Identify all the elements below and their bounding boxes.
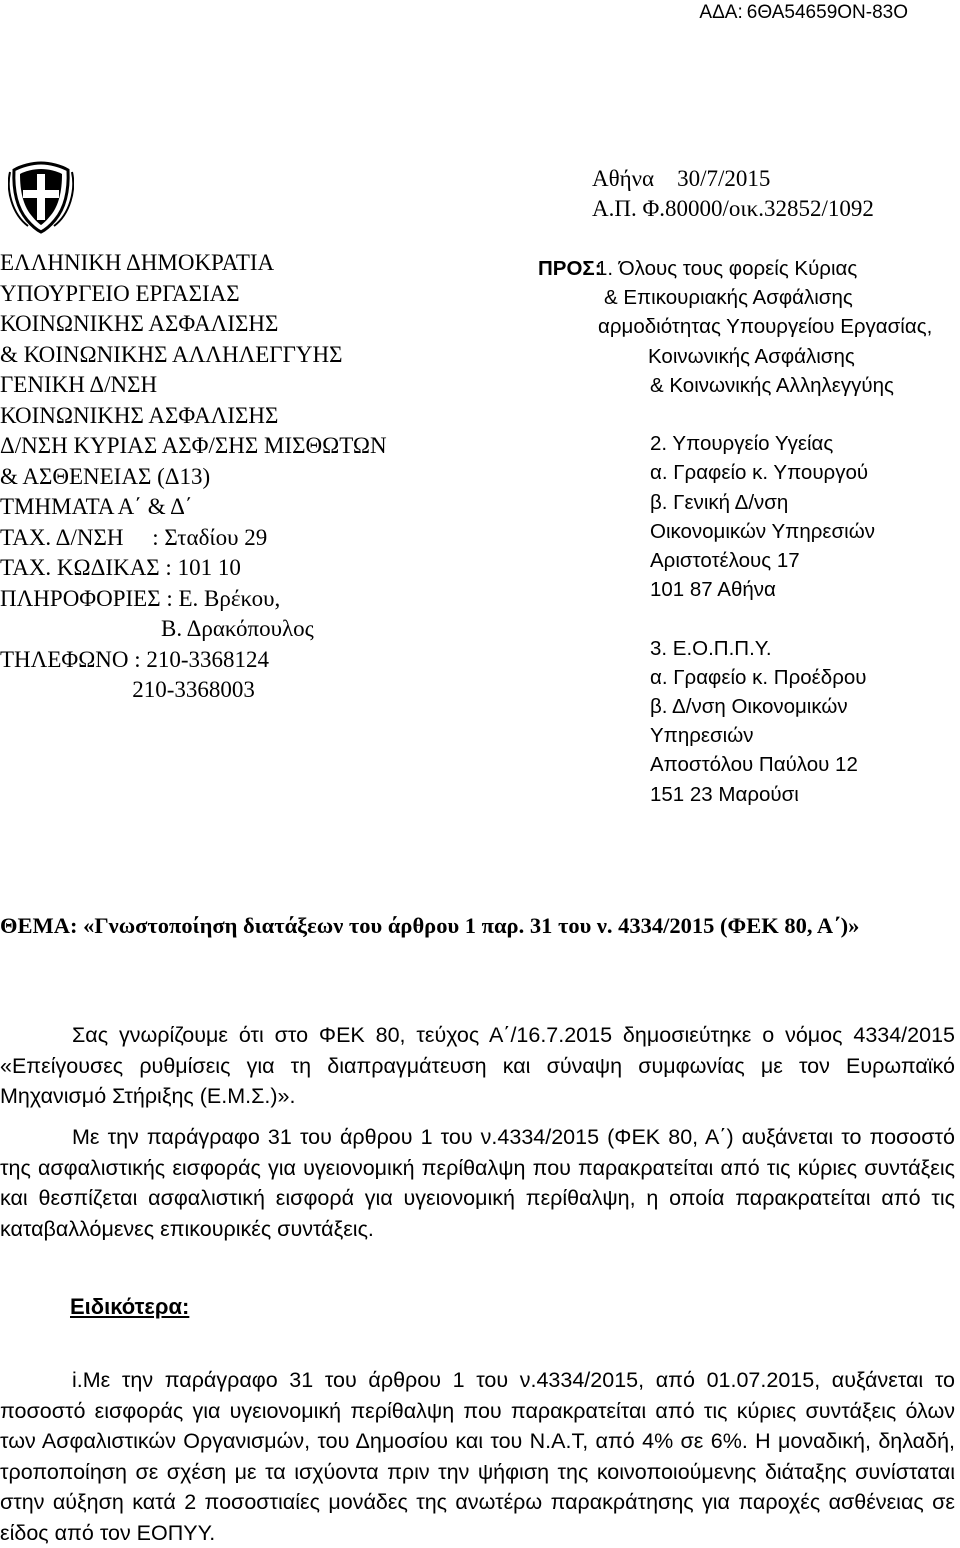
body-paragraph-1-text: Σας γνωρίζουμε ότι στο ΦΕΚ 80, τεύχος Α΄/16.7.2015 δημοσιεύτηκε ο νόμος 4334/2015 «Επείγουσες ρυθμίσεις για τη διαπραγμάτευση και σύναψη συμφωνίας με τον Ευρωπαϊκό Μηχανισμό Στήριξης (Ε.Μ.Σ.)».: [0, 1023, 955, 1108]
recipient-line: Αριστοτέλους 17: [650, 549, 800, 572]
section-heading: Ειδικότερα:: [70, 1294, 190, 1319]
recipient-line: β. Γενική Δ/νση: [650, 490, 789, 514]
sender-line: Δ/ΝΣΗ ΚΥΡΙΑΣ ΑΣΦ/ΣΗΣ ΜΙΣΘΩΤΩΝ: [0, 433, 387, 458]
sender-line: & ΚΟΙΝΩΝΙΚΗΣ ΑΛΛΗΛΕΓΓΥΗΣ: [0, 341, 343, 367]
ada-label: ΑΔΑ:: [699, 2, 743, 23]
recipient-line: α. Γραφείο κ. Προέδρου: [650, 665, 867, 689]
body-paragraph-3-text: i.Με την παράγραφο 31 του άρθρου 1 του ν.4334/2015, από 01.07.2015, αυξάνεται το ποσοστό εισφοράς για υγειονομική περίθαλψη που παρακρατείται από τις κύριες συντάξεις όλων των Ασφαλιστικών Οργανισμών, του Δημοσίου και του Ν.Α.Τ, από 4% σε 6%. Η μοναδική, δηλαδή, τροποποίηση σε σχέση με τα ισχύοντα πριν την ψήφιση της κοινοποιούμενης διάταξης συνίσταται στην αύξηση κατά 2 ποσοστιαίες μονάδες της ανωτέρω παρακράτησης για παροχές ασθένειας σε είδος από τον ΕΟΠΥΥ.: [0, 1368, 955, 1545]
sender-line: ΥΠΟΥΡΓΕΙΟ ΕΡΓΑΣΙΑΣ: [0, 280, 240, 306]
recipient-line: & Επικουριακής Ασφάλισης: [604, 286, 853, 310]
sender-line: ΤΗΛΕΦΩΝΟ : 210-3368124: [0, 646, 270, 672]
recipient-line: Κοινωνικής Ασφάλισης: [648, 344, 855, 368]
sender-line: ΤΑΧ. ΚΩΔΙΚΑΣ : 101 10: [0, 555, 241, 580]
recipient-line: 3. Ε.Ο.Π.Π.Υ.: [650, 636, 772, 660]
recipient-line: 151 23 Μαρούσι: [650, 782, 799, 806]
recipient-line: β. Δ/νση Οικονομικών: [650, 695, 848, 718]
recipient-line: αρμοδιότητας Υπουργείου Εργασίας,: [598, 315, 933, 339]
sender-line: Β. Δρακόπουλος: [0, 616, 314, 641]
document-meta: [592, 164, 874, 224]
recipient-line: α. Γραφείο κ. Υπουργού: [650, 461, 869, 485]
sender-line: ΕΛΛΗΝΙΚΗ ΔΗΜΟΚΡΑΤΙΑ: [0, 250, 275, 275]
sender-line: ΠΛΗΡΟΦΟΡΙΕΣ : Ε. Βρέκου,: [0, 585, 281, 611]
recipient-line: Υπηρεσιών: [650, 724, 754, 748]
sender-line: & ΑΣΘΕΝΕΙΑΣ (Δ13): [0, 463, 211, 489]
body-paragraph-1: [0, 1020, 955, 1112]
recipient-line: Οικονομικών Υπηρεσιών: [650, 519, 875, 543]
recipients-label: ΠΡΟΣ:: [538, 257, 602, 280]
body-paragraph-3: [0, 1365, 955, 1548]
sender-line: 210-3368003: [0, 677, 255, 702]
recipient-line: Αποστόλου Παύλου 12: [650, 753, 858, 777]
ada-code: 6ΘΑ54659ΟΝ-83Ο: [746, 2, 908, 23]
recipient-line: 1. Όλους τους φορείς Κύριας: [596, 257, 858, 280]
sender-line: ΓΕΝΙΚΗ Δ/ΝΣΗ: [0, 372, 158, 397]
recipient-line: & Κοινωνικής Αλληλεγγύης: [650, 373, 894, 397]
recipient-line: 2. Υπουργείο Υγείας: [650, 432, 834, 456]
greek-coat-of-arms-icon: [8, 160, 74, 234]
body-paragraph-2: [0, 1122, 955, 1244]
sender-line: ΚΟΙΝΩΝΙΚΗΣ ΑΣΦΑΛΙΣΗΣ: [0, 402, 279, 428]
sender-line: ΤΑΧ. Δ/ΝΣΗ : Σταδίου 29: [0, 524, 268, 550]
recipient-line: 101 87 Αθήνα: [650, 578, 776, 602]
protocol-number: Α.Π. Φ.80000/οικ.32852/1092: [592, 196, 874, 221]
sender-line: ΤΜΗΜΑΤΑ Α΄ & Δ΄: [0, 494, 193, 519]
document-date: Αθήνα 30/7/2015: [592, 166, 771, 191]
subject-line: ΘΕΜΑ: «Γνωστοποίηση διατάξεων του άρθρου 1 παρ. 31 του ν. 4334/2015 (ΦΕΚ 80, Α΄)»: [0, 913, 860, 938]
sender-block: [0, 248, 387, 706]
sender-line: ΚΟΙΝΩΝΙΚΗΣ ΑΣΦΑΛΙΣΗΣ: [0, 311, 279, 336]
ada-stamp: [699, 2, 908, 24]
body-paragraph-2-text: Με την παράγραφο 31 του άρθρου 1 του ν.4334/2015 (ΦΕΚ 80, Α΄) αυξάνεται το ποσοστό της ασφαλιστικής εισφοράς για υγειονομική περίθαλψη που παρακρατείται από τις κύριες συντάξεις και θεσπίζεται ασφαλιστική εισφορά για υγειονομική περίθαλψη, η οποία παρακρατείται από τις καταβαλλόμενες επικουρικές συντάξεις.: [0, 1125, 955, 1241]
